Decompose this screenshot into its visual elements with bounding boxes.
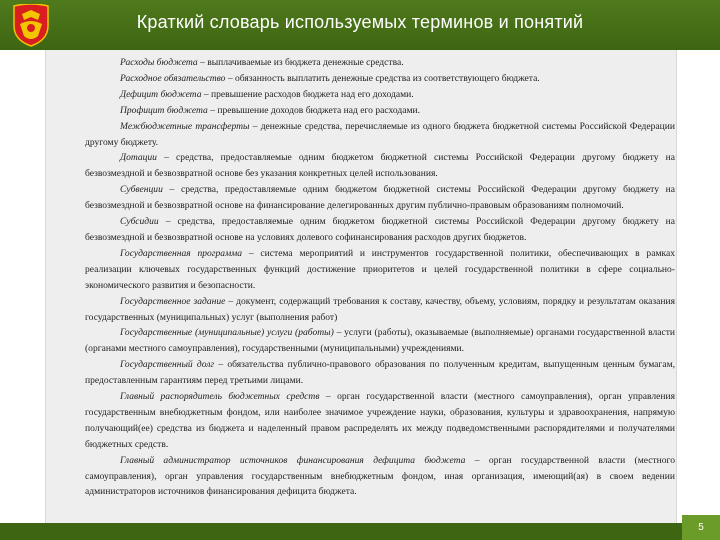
term-paragraph: [85, 246, 675, 294]
term-name: Расходы бюджета: [120, 57, 198, 68]
term-name: Субвенции: [120, 184, 163, 196]
term-paragraph: [85, 182, 675, 214]
terms-glossary: [85, 55, 675, 500]
term-definition: – средства, предоставляемые одним бюджетом бюджетной системы Российской Федерации другому бюджету на безвозмездной и безвозвратной основе на финансирование делегированных другим публично-правовым образованиям полномочий.: [85, 184, 675, 212]
term-definition: – документ, содержащий требования к составу, качеству, объему, условиям, порядку и результатам оказания государственных (муниципальных) услуг (выполнения работ): [85, 295, 675, 323]
term-paragraph: [85, 294, 675, 326]
term-name: Государственный долг: [120, 359, 215, 371]
term-name: Главный распорядитель бюджетных средств: [120, 391, 320, 403]
term-definition: – средства, предоставляемые одним бюджетом бюджетной системы Российской Федерации другому бюджету на безвозмездной и безвозвратной основе на условиях долевого софинансирования расходов других бюджетов.: [85, 216, 675, 243]
term-name: Главный администратор источников финансирования дефицита бюджета: [120, 454, 466, 466]
term-paragraph: [85, 87, 675, 103]
footer-bar: [0, 523, 720, 540]
term-definition: – орган государственной власти (местного самоуправления), орган управления государственным внебюджетным фондом, иная организация, имеющий(ая) в своем ведении администраторов источников финансирования дефицита бюджета.: [85, 454, 675, 498]
page-number: 5: [682, 515, 720, 540]
term-definition: – превышение доходов бюджета над его расходами.: [207, 104, 421, 116]
term-paragraph: [85, 453, 675, 501]
term-paragraph: [85, 103, 675, 119]
term-name: Государственные (муниципальные) услуги (работы): [120, 327, 334, 339]
page-title: Краткий словарь используемых терминов и понятий: [136, 12, 584, 32]
term-paragraph: [85, 389, 675, 453]
term-paragraph: [85, 55, 675, 71]
term-paragraph: [85, 71, 675, 87]
term-definition: – обязанность выплатить денежные средства из соответствующего бюджета.: [225, 72, 540, 84]
term-definition: – орган государственной власти (местного самоуправления), орган управления государственным внебюджетным фондом, или наиболее значимое учреждение науки, образования, культуры и здравоохранения, напрямую получающий(ее) средства из бюджета и наделенный правом распределять их между подведомственными распорядителями и получателями бюджетных средств.: [85, 391, 675, 450]
term-name: Расходное обязательство: [120, 72, 226, 84]
term-definition: – выплачиваемые из бюджета денежные средства.: [197, 57, 404, 68]
term-definition: – система мероприятий и инструментов государственной политики, обеспечивающих в рамках реализации ключевых государственных функций достижение приоритетов и целей государственной политики в сфере социально-экономического развития и безопасности.: [85, 247, 675, 291]
term-definition: – услуги (работы), оказываемые (выполняемые) органами государственной власти (органами местного самоуправления), государственными (муниципальными) учреждениями.: [85, 327, 675, 355]
term-paragraph: [85, 325, 675, 357]
term-name: Профицит бюджета: [120, 104, 208, 116]
term-paragraph: [85, 357, 675, 389]
term-definition: – превышение расходов бюджета над его доходами.: [201, 88, 414, 100]
term-name: Субсидии: [120, 216, 159, 228]
term-definition: – обязательства публично-правового образования по полученным кредитам, выпущенным ценным бумагам, предоставленным гарантиям перед третьими лицами.: [85, 359, 675, 387]
term-definition: – средства, предоставляемые одним бюджетом бюджетной системы Российской Федерации другому бюджету на безвозмездной и безвозвратной основе без указания конкретных целей использования.: [85, 152, 675, 180]
header-bar: [0, 0, 720, 50]
term-definition: – денежные средства, перечисляемые из одного бюджета бюджетной системы Российской Федерации другому бюджету.: [85, 120, 675, 148]
term-paragraph: [85, 214, 675, 246]
term-name: Межбюджетные трансферты: [120, 120, 250, 132]
term-paragraph: [85, 119, 675, 151]
term-name: Государственная программа: [120, 247, 243, 259]
term-name: Государственное задание: [120, 295, 226, 307]
term-paragraph: [85, 150, 675, 182]
term-name: Дотации: [120, 152, 157, 164]
term-name: Дефицит бюджета: [120, 88, 202, 100]
